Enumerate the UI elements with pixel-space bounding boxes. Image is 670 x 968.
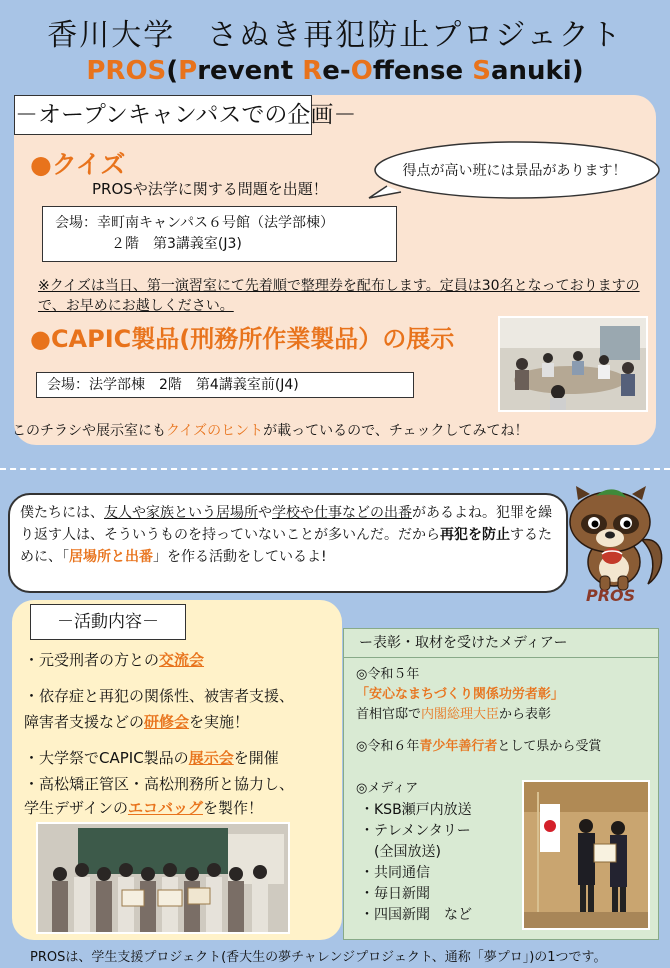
- mascot-label: PROS: [586, 586, 636, 605]
- activity-text: ・元受刑者の方との: [24, 651, 160, 669]
- activity-highlight: 研修会: [144, 713, 190, 731]
- activity-highlight: 展示会: [188, 749, 234, 767]
- open-campus-heading: －オープンキャンパスでの企画－: [14, 95, 312, 135]
- hint-text-pre: このチラシや展示室にも: [12, 423, 166, 439]
- activity-text: ・依存症と再犯の関係性、被害者支援、: [24, 687, 295, 705]
- hint-text-post: が載っているので、チェックしてみてね！: [263, 423, 529, 439]
- media-outlet-list: [360, 800, 472, 926]
- subtitle-cap-s: S: [472, 56, 491, 86]
- mission-underline-1: 友人や家族という居場所: [104, 505, 258, 521]
- meeting-room-photo: [498, 316, 648, 412]
- quiz-hint-note: [12, 420, 528, 440]
- mission-statement: [8, 493, 568, 593]
- activity-text-after: を開催: [233, 749, 279, 767]
- capic-exhibit-heading: ●CAPIC製品(刑務所作業製品）の展示: [30, 325, 455, 353]
- quiz-venue-box: [42, 206, 397, 262]
- meeting-photo-image: [500, 318, 646, 410]
- subtitle-open: (: [166, 56, 179, 86]
- project-subtitle: [0, 56, 670, 86]
- quiz-venue-line2: ２階 第3講義室(J3): [111, 236, 242, 252]
- activity-item-continued: [24, 796, 263, 820]
- award1-detail: [356, 706, 551, 724]
- media-label: ◎メディア: [356, 781, 419, 796]
- award2-highlight: 青少年善行者: [419, 739, 498, 754]
- prize-speech-bubble: [367, 138, 662, 204]
- subtitle-cap-o: O: [350, 56, 373, 86]
- quiz-venue-line1: 会場：幸町南キャンパス６号館（法学部棟）: [55, 215, 335, 231]
- activities-heading: －活動内容－: [30, 604, 186, 640]
- award1-detail-post: から表彰: [499, 707, 552, 722]
- subtitle-rest-1: revent: [197, 56, 303, 86]
- award-ceremony-photo: [522, 780, 650, 930]
- activity-text-after: を製作！: [202, 799, 263, 817]
- activity-item: [24, 746, 279, 770]
- award1-year: ◎令和５年: [356, 667, 420, 682]
- award2-line: [356, 738, 601, 756]
- media-outlet: ・毎日新聞: [360, 886, 430, 902]
- subtitle-acronym: PROS: [86, 56, 167, 86]
- subtitle-rest-3: ffense: [372, 56, 473, 86]
- mission-text-1: 僕たちには、: [20, 505, 104, 521]
- media-outlet: ・テレメンタリー: [360, 823, 471, 839]
- media-outlet: (全国放送): [360, 844, 441, 860]
- media-awards-heading: ー表彰・取材を受けたメディアー: [343, 628, 659, 658]
- activity-text: 学生デザインの: [24, 799, 128, 817]
- quiz-ticket-note: [38, 276, 644, 316]
- mission-text-4: するために、「: [20, 527, 552, 565]
- mission-highlight: 居場所と出番: [69, 549, 153, 565]
- activity-text: ・高松矯正管区・高松刑務所と協力し、: [24, 775, 295, 793]
- activity-text: 障害者支援などの: [24, 713, 145, 731]
- award-photo-image: [524, 782, 648, 928]
- media-outlet: ・KSB瀬戸内放送: [360, 802, 472, 818]
- quiz-heading: ●クイズ: [30, 150, 126, 179]
- activity-highlight: 交流会: [159, 651, 205, 669]
- mission-text-5: 」を作る活動をしているよ!: [153, 549, 327, 565]
- footer-note: PROSは、学生支援プロジェクト(香大生の夢チャレンジプロジェクト、通称「夢プロ」)の1つです。: [30, 950, 607, 965]
- page-title: 香川大学 さぬき再犯防止プロジェクト: [47, 18, 623, 53]
- group-photo-image: [38, 824, 288, 932]
- subtitle-close: ): [571, 56, 584, 86]
- mission-text-3: があるよね。犯罪を繰り返す人は、そういうものを持っていないことが多いんだ。だから: [20, 505, 552, 543]
- hint-highlight: クイズのヒント: [166, 423, 264, 439]
- award1-detail-pre: 首相官邸で: [356, 707, 422, 722]
- mission-bold: 再犯を防止: [440, 527, 510, 543]
- activity-item: [24, 648, 204, 672]
- activity-text-after: を実施！: [189, 713, 250, 731]
- subtitle-cap-r: R: [302, 56, 323, 86]
- award1-title: 「安心なまちづくり関係功労者彰」: [356, 687, 564, 702]
- capic-venue-box: 会場：法学部棟 2階 第4講義室前(J4): [36, 372, 414, 398]
- quiz-description: PROSや法学に関する問題を出題！: [92, 180, 328, 198]
- activity-text: ・大学祭でCAPIC製品の: [24, 749, 189, 767]
- subtitle-cap-p: P: [178, 56, 198, 86]
- quiz-ticket-note-text: ※クイズは当日、第一演習室にて先着順で整理券を配布します。定員は30名となっておりますので、お早めにお越しください。: [38, 278, 640, 314]
- subtitle-rest-2: e-: [322, 56, 351, 86]
- prize-note: 得点が高い班には景品があります！: [402, 163, 627, 179]
- mission-text-2: や: [258, 505, 272, 521]
- activity-item-continued: [24, 710, 249, 734]
- activity-item: [24, 684, 294, 708]
- section-divider: [0, 468, 670, 470]
- media-outlet: ・四国新聞 など: [360, 907, 472, 923]
- group-photo: [36, 822, 290, 934]
- tanuki-mascot: [556, 480, 668, 608]
- mission-underline-2: 学校や仕事などの出番: [272, 505, 412, 521]
- activity-highlight: エコバッグ: [127, 799, 203, 817]
- award1-highlight: 内閣総理大臣: [421, 707, 500, 722]
- award2-detail: として県から受賞: [497, 739, 602, 754]
- subtitle-rest-4: anuki: [490, 56, 572, 86]
- activity-item: [24, 772, 294, 796]
- award2-year: ◎令和６年: [356, 739, 420, 754]
- media-outlet: ・共同通信: [360, 865, 430, 881]
